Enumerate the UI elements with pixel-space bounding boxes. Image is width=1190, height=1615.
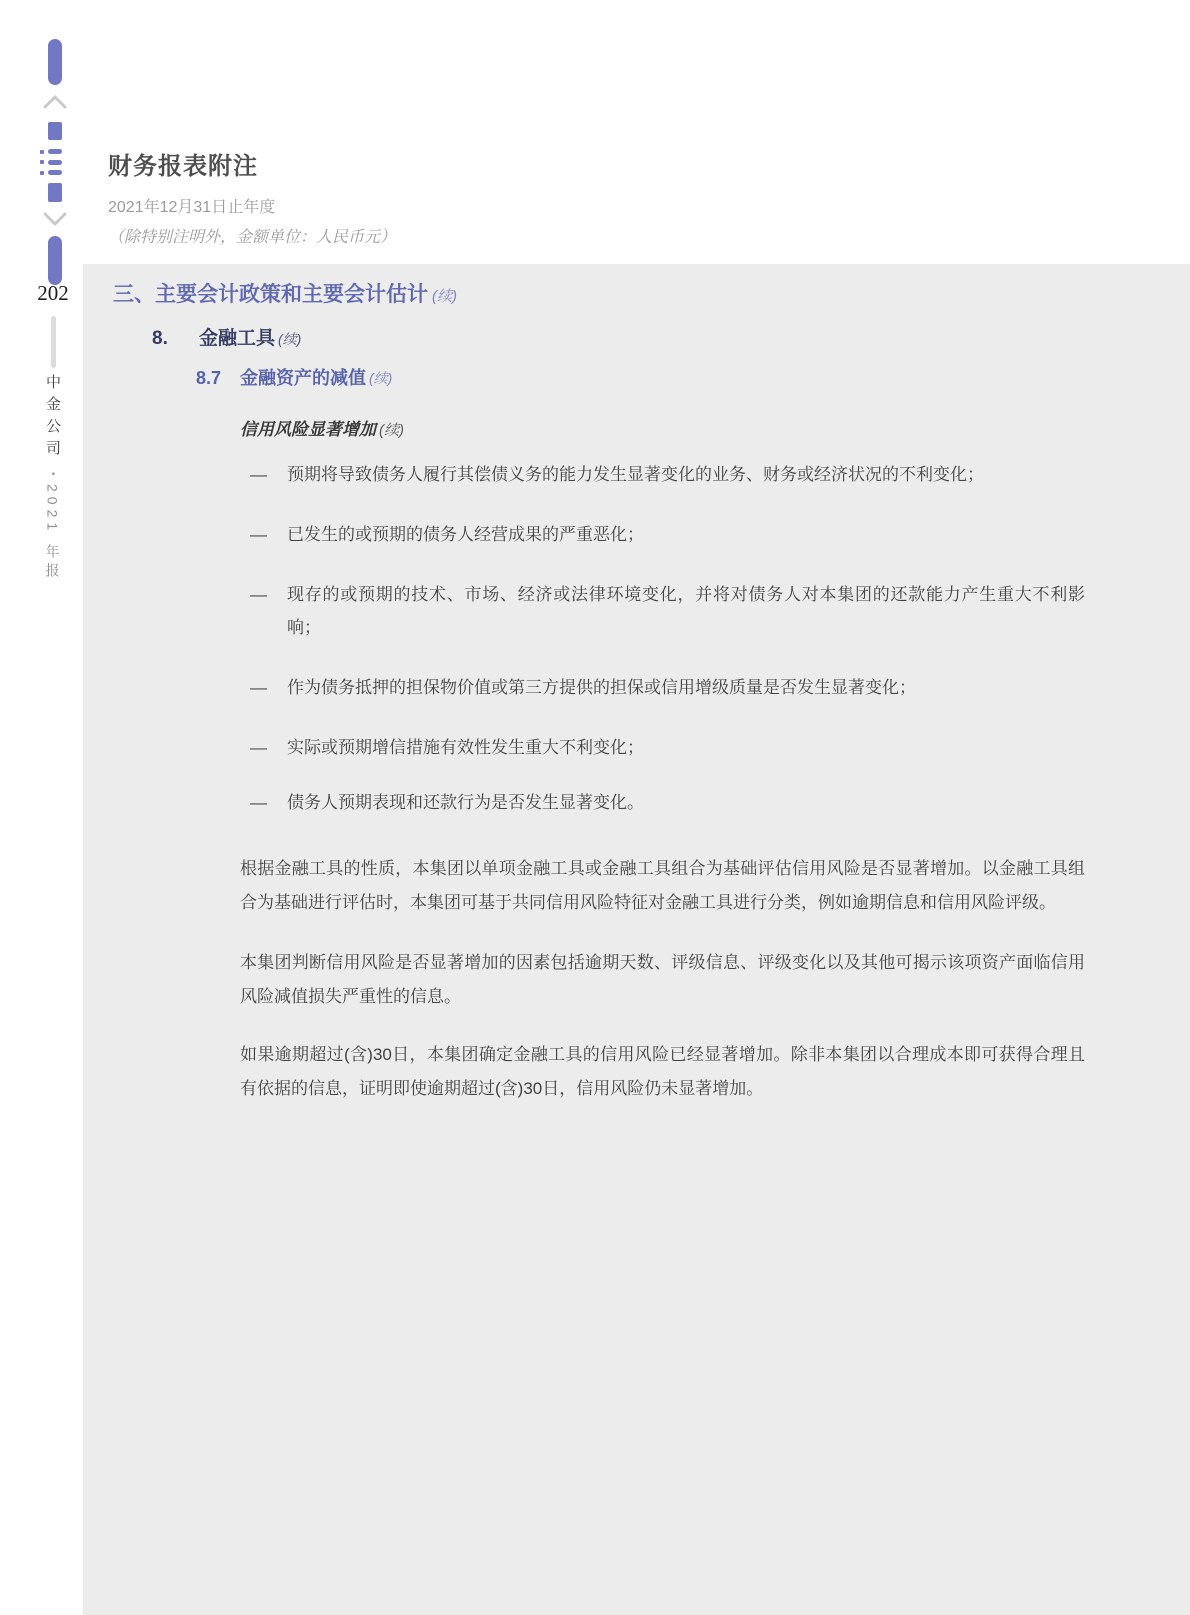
body-paragraph: 如果逾期超过(含)30日，本集团确定金融工具的信用风险已经显著增加。除非本集团以合理成本即可获得合理且有依据的信息，证明即使逾期超过(含)30日，信用风险仍未显著增加。 bbox=[240, 1045, 1085, 1098]
list-item bbox=[250, 671, 1085, 704]
list-item-text: 实际或预期增信措施有效性发生重大不利变化； bbox=[287, 738, 644, 757]
list-icon bbox=[40, 149, 62, 175]
bullet-dash: — bbox=[250, 465, 267, 484]
document-header bbox=[108, 146, 396, 247]
list-item bbox=[250, 458, 1085, 491]
bullet-dash: — bbox=[250, 525, 267, 544]
subsection-title: 金融资产的减值 bbox=[240, 368, 366, 388]
subsection-title: 金融工具 bbox=[199, 328, 276, 349]
spine-company: 中金公司 bbox=[44, 374, 61, 462]
spine-separator-dot: • bbox=[47, 472, 58, 476]
section-heading-continued: (续) bbox=[432, 288, 457, 305]
list-item bbox=[250, 518, 1085, 551]
list-item-text: 债务人预期表现和还款行为是否发生显著变化。 bbox=[287, 793, 644, 812]
topic-heading-label: 信用风险显著增加 bbox=[240, 420, 376, 439]
list-item-text: 作为债务抵押的担保物价值或第三方提供的担保或信用增级质量是否发生显著变化； bbox=[287, 678, 916, 697]
rail-segment bbox=[48, 122, 62, 140]
list-item bbox=[250, 731, 1085, 764]
page-number-rule bbox=[51, 316, 56, 368]
list-item-text: 已发生的或预期的债务人经营成果的严重恶化； bbox=[287, 525, 644, 544]
list-item-text: 预期将导致债务人履行其偿债义务的能力发生显著变化的业务、财务或经济状况的不利变化； bbox=[287, 465, 984, 484]
topic-heading-continued: (续) bbox=[379, 422, 404, 439]
section-heading-label: 三、主要会计政策和主要会计估计 bbox=[113, 283, 428, 306]
bullet-dash: — bbox=[250, 585, 267, 604]
list-item-text: 现存的或预期的技术、市场、经济或法律环境变化，并将对债务人对本集团的还款能力产生重大不利影响； bbox=[287, 585, 1085, 637]
rail-bottom-bar bbox=[48, 236, 62, 285]
rail-top-bar bbox=[48, 39, 62, 85]
topic-heading bbox=[240, 417, 1190, 444]
spine-year: 2021 年报 bbox=[44, 483, 61, 582]
spine-text bbox=[42, 374, 63, 634]
subsection-continued: (续) bbox=[369, 370, 393, 386]
chevron-up-icon bbox=[43, 95, 67, 109]
content-panel bbox=[83, 264, 1190, 1615]
body-paragraph: 本集团判断信用风险是否显著增加的因素包括逾期天数、评级信息、评级变化以及其他可揭示该项资产面临信用风险减值损失严重性的信息。 bbox=[240, 953, 1085, 1006]
subsection-continued: (续) bbox=[278, 331, 302, 347]
subsection-number: 8. bbox=[152, 328, 168, 349]
rail-segment bbox=[48, 183, 62, 202]
subsection-heading-8 bbox=[152, 325, 1190, 353]
bullet-dash: — bbox=[250, 678, 267, 697]
document-title: 财务报表附注 bbox=[108, 154, 258, 180]
bullet-dash: — bbox=[250, 738, 267, 757]
list-item bbox=[250, 578, 1085, 644]
chevron-down-icon bbox=[43, 212, 67, 226]
page-number: 202 bbox=[37, 281, 69, 305]
document-currency-note: （除特别注明外，金额单位：人民币元） bbox=[108, 229, 397, 246]
section-heading bbox=[113, 281, 1190, 311]
body-paragraph: 根据金融工具的性质，本集团以单项金融工具或金融工具组合为基础评估信用风险是否显著增加。以金融工具组合为基础进行评估时，本集团可基于共同信用风险特征对金融工具进行分类，例如逾期信息和信用风险评级。 bbox=[240, 859, 1085, 912]
bullet-dash: — bbox=[250, 793, 267, 812]
document-subtitle: 2021年12月31日止年度 bbox=[108, 199, 276, 216]
subsection-number: 8.7 bbox=[196, 368, 222, 388]
list-item bbox=[250, 786, 1085, 819]
subsection-heading-8-7 bbox=[196, 365, 1190, 391]
